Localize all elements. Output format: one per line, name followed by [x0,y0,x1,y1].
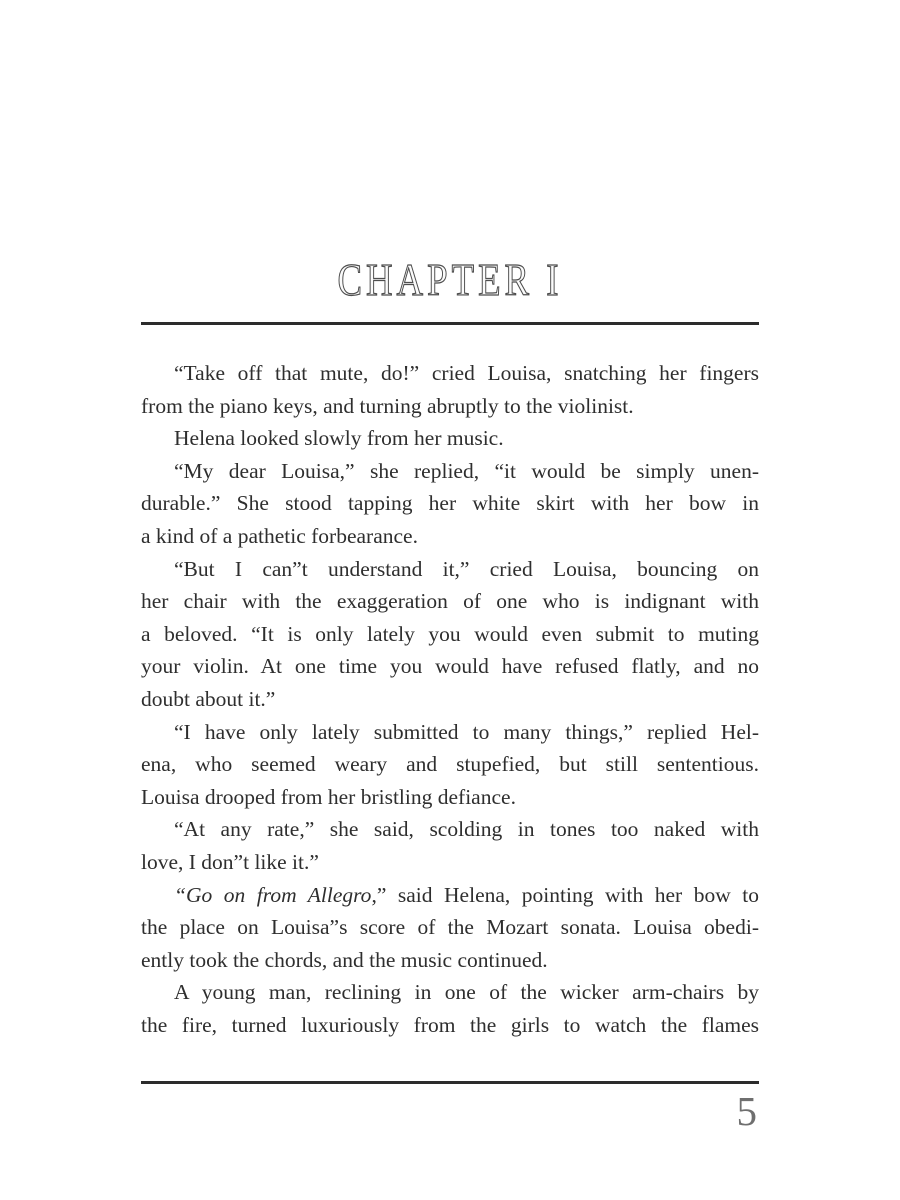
text-line: a beloved. “It is only lately you would even submit to muting [141,621,759,646]
body-text [141,357,759,1041]
text-run: ,” said Helena, pointing with her bow to [371,882,760,907]
bottom-rule [141,1081,759,1084]
text-line: “I have only lately submitted to many things,” replied Hel- [174,719,759,744]
paragraph [141,813,759,878]
paragraph [141,553,759,716]
text-line [141,879,759,912]
text-line: “Take off that mute, do!” cried Louisa, snatching her fingers [174,361,759,385]
text-line: a kind of a pathetic forbearance. [141,523,418,548]
text-line: the fire, turned luxuriously from the girls to watch the flames [141,1012,759,1037]
top-rule [141,322,759,325]
text-line: ently took the chords, and the music continued. [141,947,548,972]
text-line: A young man, reclining in one of the wicker arm-chairs by [174,980,759,1005]
paragraph [141,422,759,455]
text-line: her chair with the exaggeration of one who is indignant with [141,589,759,614]
text-line: the place on Louisa”s score of the Mozart sonata. Louisa obedi- [141,915,759,940]
text-line: “My dear Louisa,” she replied, “it would be simply unen- [174,458,759,483]
text-line: love, I don”t like it.” [141,849,319,874]
chapter-heading: CHAPTER I [337,254,563,305]
text-line: Louisa drooped from her bristling defiance. [141,784,516,809]
text-line: “At any rate,” she said, scolding in tones too naked with [174,817,759,842]
italic-phrase: “Go on from Allegro [174,882,372,907]
text-line: “But I can”t understand it,” cried Louisa, bouncing on [174,556,759,581]
paragraph [141,357,759,422]
text-line: doubt about it.” [141,686,276,711]
page-number: 5 [736,1088,757,1134]
text-line: Helena looked slowly from her music. [174,426,504,451]
text-line: durable.” She stood tapping her white skirt with her bow in [141,491,759,516]
text-line: from the piano keys, and turning abruptly to the violinist. [141,393,634,418]
paragraph [141,455,759,553]
text-line: your violin. At one time you would have refused flatly, and no [141,654,759,679]
paragraph [141,716,759,814]
paragraph [141,879,759,977]
text-line: ena, who seemed weary and stupefied, but still sententious. [141,752,759,777]
paragraph [141,976,759,1041]
